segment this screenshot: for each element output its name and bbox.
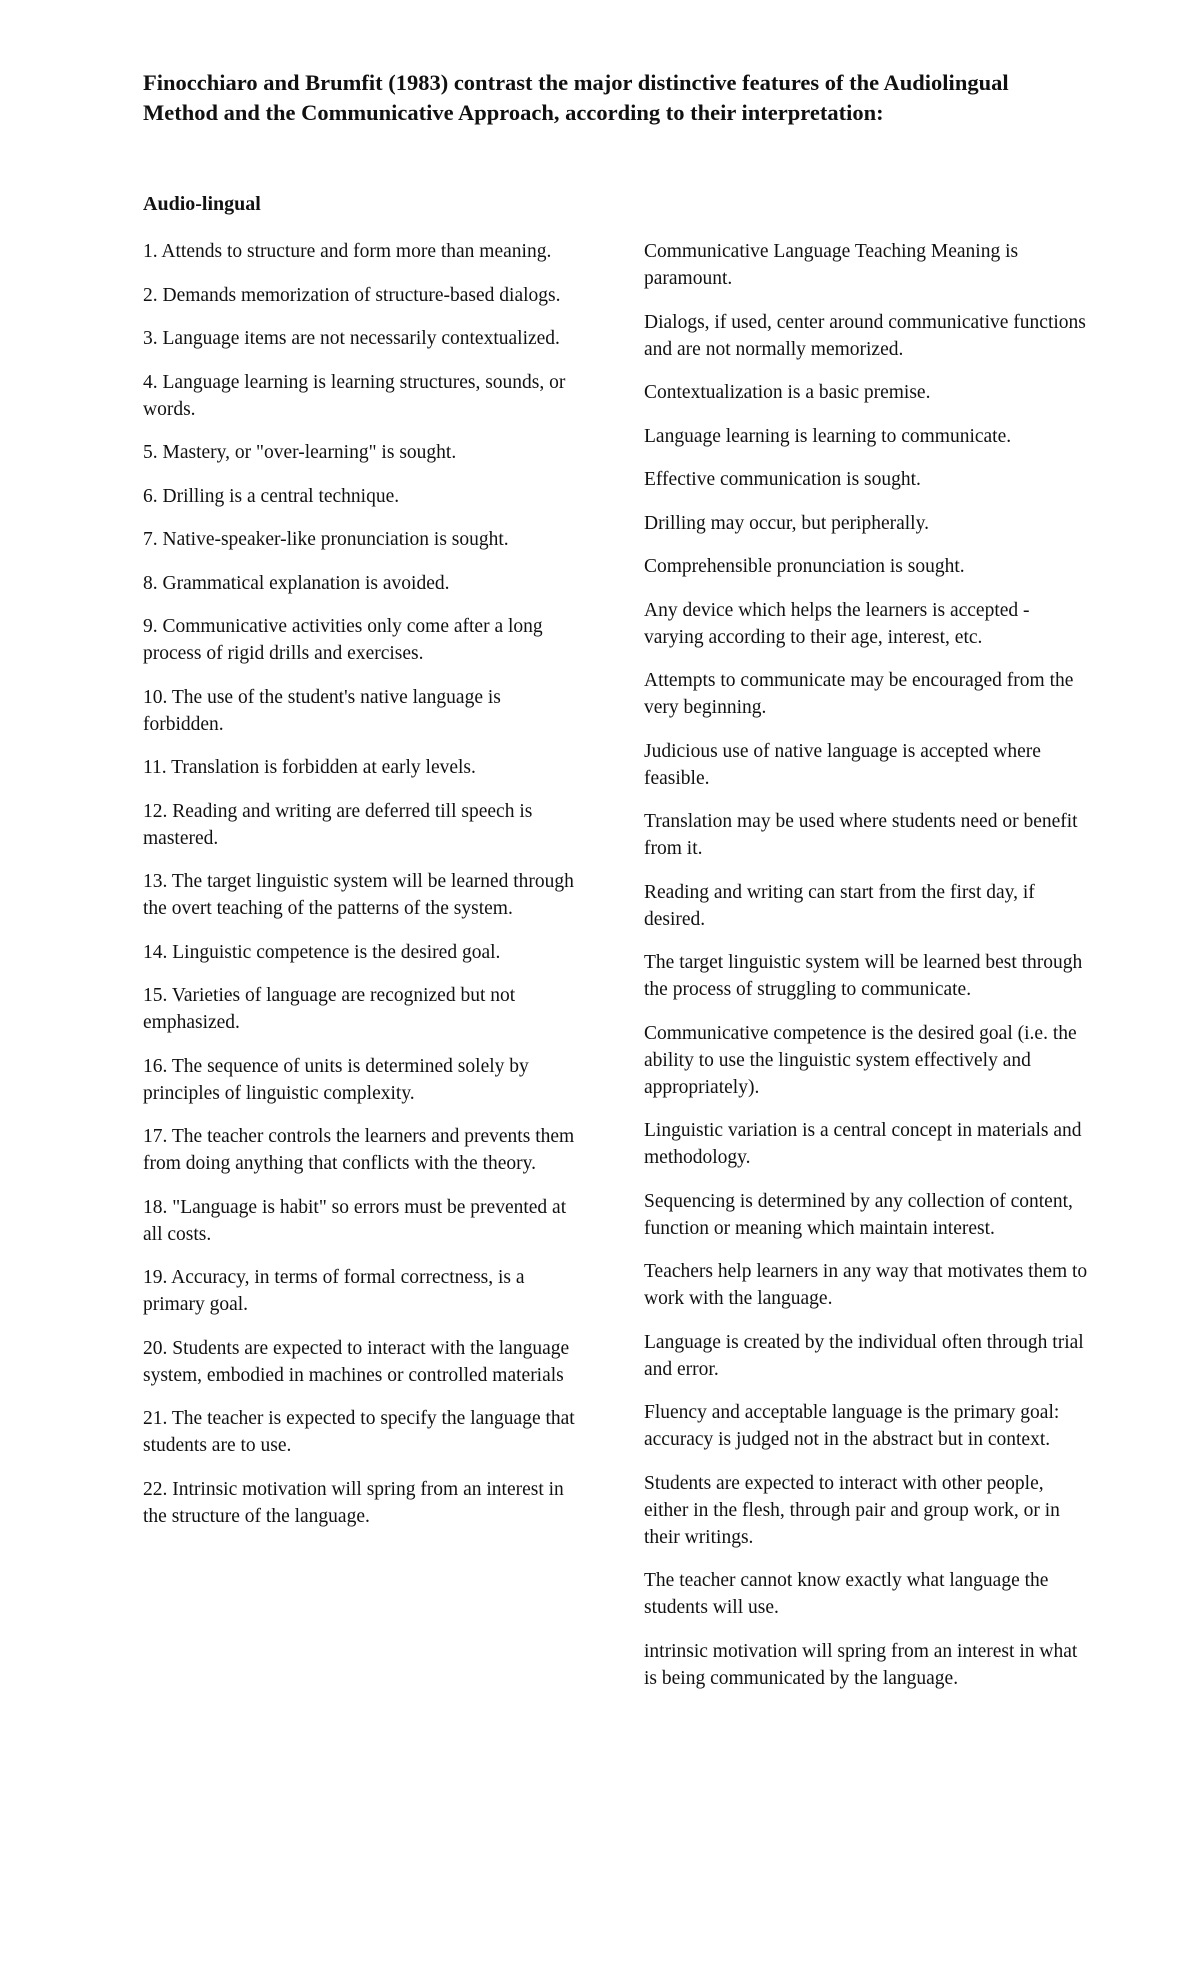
communicative-item-7: Comprehensible pronunciation is sought. [644, 556, 965, 577]
audiolingual-item-1: 1. Attends to structure and form more than meaning. [143, 241, 552, 262]
audiolingual-item-18: 18. "Language is habit" so errors must be prevented at all costs. [143, 1196, 567, 1245]
communicative-item-22: intrinsic motivation will spring from an interest in what is being communicated by the language. [644, 1640, 1078, 1689]
audiolingual-item-19: 19. Accuracy, in terms of formal correctness, is a primary goal. [143, 1267, 525, 1315]
communicative-item-17: Teachers help learners in any way that motivates them to work with the language. [644, 1261, 1088, 1309]
communicative-item-3: Contextualization is a basic premise. [644, 382, 931, 403]
audiolingual-item-3: 3. Language items are not necessarily contextualized. [143, 328, 560, 349]
audiolingual-item-5: 5. Mastery, or "over-learning" is sought. [143, 442, 457, 463]
communicative-item-21: The teacher cannot know exactly what language the students will use. [644, 1570, 1049, 1618]
audiolingual-item-20: 20. Students are expected to interact with the language system, embodied in machines or controlled materials [143, 1337, 570, 1386]
communicative-item-13: The target linguistic system will be learned best through the process of struggling to communicate. [644, 952, 1083, 1000]
communicative-item-10: Judicious use of native language is accepted where feasible. [644, 740, 1041, 789]
page-title: Finocchiaro and Brumfit (1983) contrast the major distinctive features of the Audiolingual Method and the Communicative Approach, according to their interpretation: [143, 70, 1009, 125]
communicative-item-5: Effective communication is sought. [644, 469, 921, 490]
communicative-item-14: Communicative competence is the desired goal (i.e. the ability to use the linguistic system effectively and appropriately). [644, 1022, 1077, 1098]
communicative-item-4: Language learning is learning to communicate. [644, 425, 1012, 447]
communicative-item-19: Fluency and acceptable language is the primary goal: accuracy is judged not in the abstract but in context. [644, 1402, 1060, 1450]
audiolingual-list [143, 238, 585, 1546]
audiolingual-item-2: 2. Demands memorization of structure-based dialogs. [143, 284, 561, 306]
audiolingual-item-16: 16. The sequence of units is determined solely by principles of linguistic complexity. [143, 1055, 529, 1104]
communicative-item-1: Communicative Language Teaching Meaning is paramount. [644, 241, 1019, 289]
communicative-item-6: Drilling may occur, but peripherally. [644, 512, 929, 534]
communicative-item-12: Reading and writing can start from the first day, if desired. [644, 881, 1035, 930]
communicative-item-8: Any device which helps the learners is accepted - varying according to their age, interest, etc. [644, 599, 1030, 648]
communicative-item-20: Students are expected to interact with other people, either in the flesh, through pair and group work, or in their writings. [644, 1472, 1060, 1548]
audiolingual-item-4: 4. Language learning is learning structures, sounds, or words. [143, 371, 566, 420]
audiolingual-item-22: 22. Intrinsic motivation will spring from an interest in the structure of the language. [143, 1478, 564, 1527]
communicative-item-2: Dialogs, if used, center around communicative functions and are not normally memorized. [644, 311, 1086, 360]
audiolingual-item-6: 6. Drilling is a central technique. [143, 485, 400, 507]
audiolingual-item-15: 15. Varieties of language are recognized but not emphasized. [143, 985, 516, 1033]
audiolingual-heading: Audio-lingual [143, 193, 261, 215]
audiolingual-item-9: 9. Communicative activities only come after a long process of rigid drills and exercises. [143, 616, 543, 664]
audiolingual-item-17: 17. The teacher controls the learners and prevents them from doing anything that conflicts with the theory. [143, 1126, 575, 1174]
audiolingual-item-12: 12. Reading and writing are deferred till speech is mastered. [143, 800, 533, 849]
audiolingual-item-7: 7. Native-speaker-like pronunciation is sought. [143, 529, 509, 550]
audiolingual-item-14: 14. Linguistic competence is the desired goal. [143, 941, 501, 963]
communicative-list [644, 238, 1089, 1708]
communicative-item-15: Linguistic variation is a central concept in materials and methodology. [644, 1120, 1082, 1168]
communicative-item-9: Attempts to communicate may be encouraged from the very beginning. [644, 670, 1074, 718]
audiolingual-item-11: 11. Translation is forbidden at early levels. [143, 757, 476, 778]
communicative-item-18: Language is created by the individual often through trial and error. [644, 1331, 1084, 1380]
audiolingual-item-21: 21. The teacher is expected to specify the language that students are to use. [143, 1408, 575, 1456]
communicative-item-11: Translation may be used where students need or benefit from it. [644, 811, 1078, 859]
communicative-item-16: Sequencing is determined by any collection of content, function or meaning which maintain interest. [644, 1190, 1073, 1239]
audiolingual-item-13: 13. The target linguistic system will be learned through the overt teaching of the patterns of the system. [143, 871, 574, 919]
audiolingual-item-10: 10. The use of the student's native language is forbidden. [143, 686, 501, 735]
audiolingual-item-8: 8. Grammatical explanation is avoided. [143, 572, 450, 594]
